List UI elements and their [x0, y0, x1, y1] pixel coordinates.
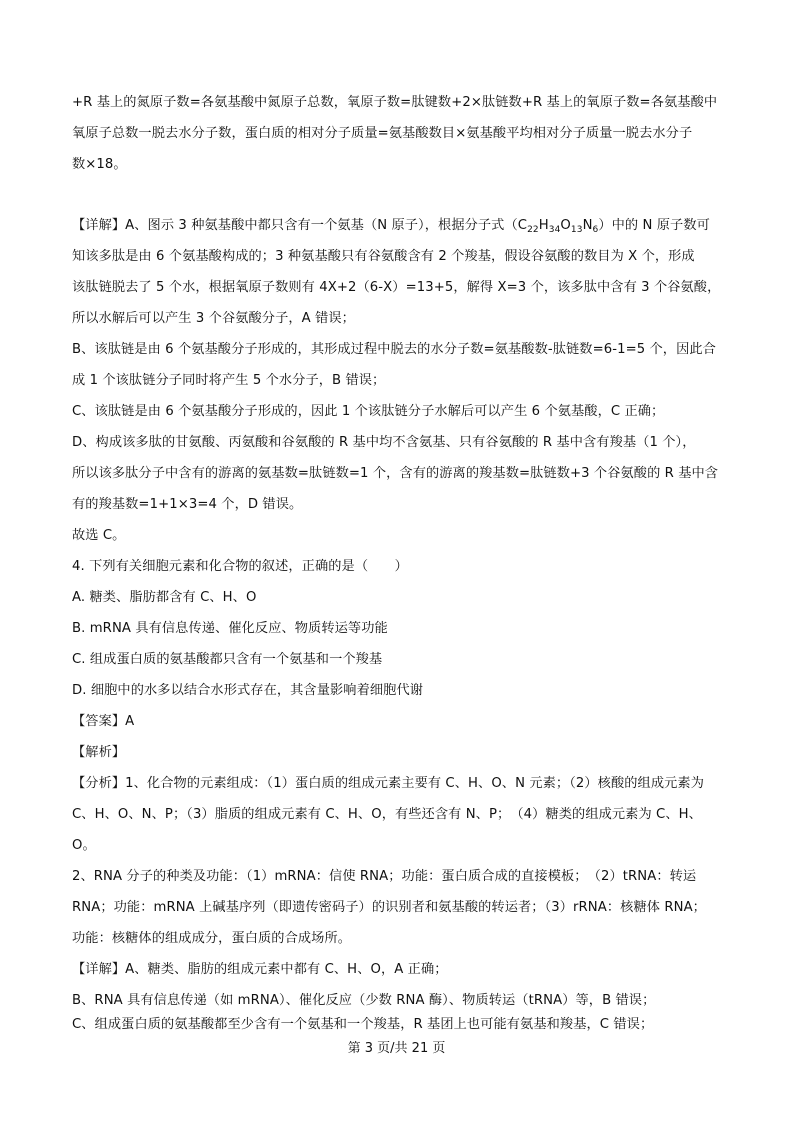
- text-line: +R 基上的氮原子数=各氨基酸中氮原子总数，氧原子数=肽键数+2×肽链数+R 基上的氧原子数=各氨基酸中: [72, 95, 718, 110]
- option-b: B. mRNA 具有信息传递、催化反应、物质转运等功能: [72, 621, 388, 636]
- text-line: RNA；功能：mRNA 上碱基序列（即遗传密码子）的识别者和氨基酸的转运者；（3）rRNA：核糖体 RNA；: [72, 900, 706, 915]
- text-segment: 【详解】A、图示 3 种氨基酸中都只含有一个氨基（N 原子），根据分子式（: [72, 218, 518, 233]
- text-line-with-formula: [72, 217, 732, 239]
- answer-label: 【答案】A: [72, 714, 135, 729]
- text-line: 数×18。: [72, 157, 127, 172]
- text-line: 2、RNA 分子的种类及功能：（1）mRNA：信使 RNA；功能：蛋白质合成的直接模板； （2）tRNA：转运: [72, 869, 697, 884]
- text-line: C、H、O、N、P；（3）脂质的组成元素有 C、H、O，有些还含有 N、P； （4）糖类的组成元素为 C、H、: [72, 807, 702, 822]
- text-line: 【分析】1、化合物的元素组成：（1）蛋白质的组成元素主要有 C、H、O、N 元素；（2）核酸的组成元素为: [72, 776, 704, 791]
- analysis-label: 【解析】: [72, 745, 126, 760]
- option-d: D. 细胞中的水多以结合水形式存在，其含量影响着细胞代谢: [72, 683, 424, 698]
- text-line: 所以该多肽分子中含有的游离的氨基数=肽链数=1 个，含有的游离的羧基数=肽链数+3 个谷氨酸的 R 基中含: [72, 466, 719, 481]
- option-a: A. 糖类、脂肪都含有 C、H、O: [72, 590, 257, 605]
- text-line: 氧原子总数一脱去水分子数，蛋白质的相对分子质量=氨基酸数目×氨基酸平均相对分子质量一脱去水分子: [72, 126, 693, 141]
- text-line: 知该多肽是由 6 个氨基酸构成的；3 种氨基酸只有谷氨酸含有 2 个羧基，假设谷氨酸的数目为 X 个，形成: [72, 249, 695, 264]
- text-segment: ）中的 N 原子数可: [598, 218, 710, 233]
- text-line: 该肽链脱去了 5 个水，根据氧原子数则有 4X+2（6-X）=13+5，解得 X=3 个，该多肽中含有 3 个谷氨酸，: [72, 280, 721, 295]
- text-line: B、RNA 具有信息传递（如 mRNA）、催化反应（少数 RNA 酶）、物质转运（tRNA）等，B 错误；: [72, 993, 656, 1008]
- text-line: 功能：核糖体的组成成分，蛋白质的合成场所。: [72, 931, 352, 946]
- text-line: 成 1 个该肽链分子同时将产生 5 个水分子，B 错误；: [72, 373, 386, 388]
- text-line: C、组成蛋白质的氨基酸都至少含有一个氨基和一个羧基，R 基团上也可能有氨基和羧基，C 错误；: [72, 1017, 654, 1032]
- text-line: 所以水解后可以产生 3 个谷氨酸分子，A 错误；: [72, 311, 355, 326]
- text-line: O。: [72, 838, 96, 853]
- question-stem: 4. 下列有关细胞元素和化合物的叙述，正确的是（ ）: [72, 559, 408, 574]
- option-c: C. 组成蛋白质的氨基酸都只含有一个氨基和一个羧基: [72, 652, 383, 667]
- page-footer: 第 3 页/共 21 页: [347, 1041, 446, 1056]
- text-line: C、该肽链是由 6 个氨基酸分子形成的，因此 1 个该肽链分子水解后可以产生 6 个氨基酸，C 正确；: [72, 404, 665, 419]
- molecular-formula: $C_{22}H_{34}O_{13}N_6$: [517, 218, 599, 235]
- text-line: D、构成该多肽的甘氨酸、丙氨酸和谷氨酸的 R 基中均不含氨基、只有谷氨酸的 R 基中含有羧基（1 个），: [72, 435, 696, 450]
- text-line: B、该肽链是由 6 个氨基酸分子形成的，其形成过程中脱去的水分子数=氨基酸数-肽链数=6-1=5 个，因此合: [72, 342, 716, 357]
- text-line: 有的羧基数=1+1×3=4 个，D 错误。: [72, 497, 303, 512]
- text-line: 【详解】A、糖类、脂肪的组成元素中都有 C、H、O，A 正确；: [72, 962, 448, 977]
- text-line: 故选 C。: [72, 528, 126, 543]
